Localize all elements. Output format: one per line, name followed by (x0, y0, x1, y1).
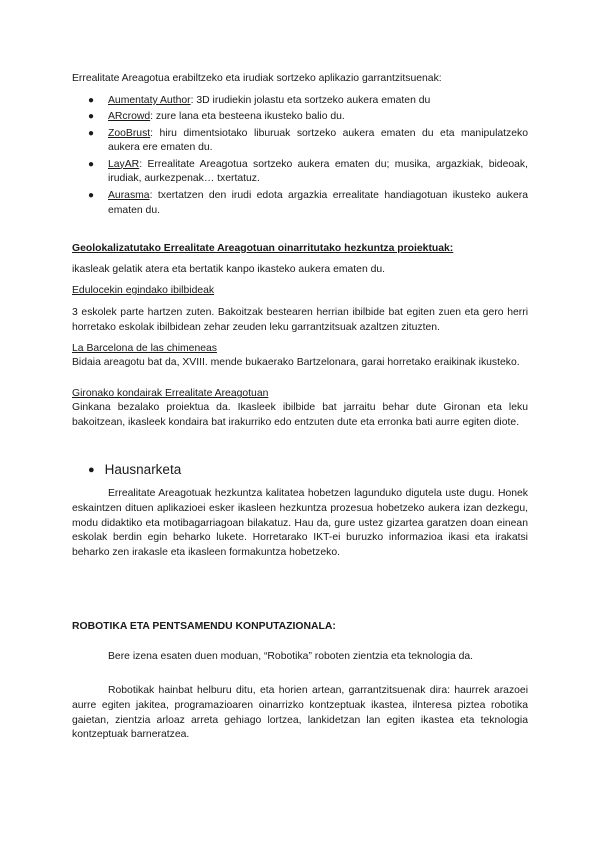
bullet-icon: ● (88, 127, 95, 139)
project-title-girona: Gironako kondairak Errealitate Areagotuan (72, 388, 269, 399)
bullet-icon: ● (88, 158, 95, 170)
bullet-icon: ● (88, 464, 95, 476)
app-desc: : txertatzen den irudi edota argazkia errealitate handiagotuan ikusteko aukera ematen du. (108, 189, 528, 216)
bullet-icon: ● (88, 95, 95, 106)
app-link-arcrowd[interactable]: ARcrowd (108, 111, 151, 123)
list-item (88, 158, 528, 188)
geo-section-title: Geolokalizatutako Errealitate Areagotuan oinarritutako hezkuntza proiektuak: (72, 243, 454, 254)
hausnarketa-text: Errealitate Areagotuak hezkuntza kalitatea hobetzen lagunduko digutela uste dugu. Honek eskaintzen dituen aplikazioei esker ikasleen hezkuntza prozesua hobetzeko aukera izan dezkegu, modu didaktiko eta motibagarriagoan bilakatuz. Hau da, gure ustez gizartea garatzen doan einean eskolak berdin egin beharko lukete. Horretarako IKT-ei buruzko informazioa ikasi eta irakatsi beharko zen irakasle eta ikasleen formakuntza hobetzeko. (72, 488, 528, 559)
app-desc: : zure lana eta besteena ikusteko balio du. (150, 111, 345, 123)
geo-lead-text: ikasleak gelatik atera eta bertatik kanpo ikasteko aukera ematen du. (72, 264, 386, 275)
bullet-icon: ● (88, 189, 95, 201)
hausnarketa-heading (88, 462, 181, 477)
robotika-title: ROBOTIKA ETA PENTSAMENDU KONPUTAZIONALA: (72, 621, 336, 632)
project-text-edulocekin: 3 eskolek parte hartzen zuten. Bakoitzak bestearen herrian ibilbide bat egiten zuen eta gero herri horretako eskolak ibilbidean zehar zeuden leku garrantzitsuak azaltzen zituzten. (72, 307, 528, 333)
project-text-barcelona: Bidaia areagotu bat da, XVIII. mende bukaerako Bartzelonara, garai horretako eraikinak ikusteko. (72, 357, 520, 368)
bullet-icon: ● (88, 111, 95, 123)
list-item (88, 127, 528, 157)
hausnarketa-title: Hausnarketa (104, 462, 182, 477)
robotika-text: Robotikak hainbat helburu ditu, eta horien artean, garrantzitsuenak dira: haurrek arazoei aurre egiten jakitea, programazioaren oinarrizko kontzeptuak ikastea, ilnteresa piztea robotika gaietan, zientzia arloaz arreta gehiago lortzea, lankidetzan lan egiten ikastea eta teknologia kontzeptuak barneratzea. (72, 685, 528, 741)
app-link-aumentaty[interactable]: Aumentaty Author (108, 95, 191, 106)
app-desc: : Errealitate Areagotua sortzeko aukera ematen du; musika, argazkiak, bideoak, irudiak, aurkezpenak… txertatuz. (108, 158, 528, 185)
app-link-zoobrust[interactable]: ZooBrust (108, 127, 151, 139)
robotika-intro: Bere izena esaten duen moduan, “Robotika” roboten zientzia eta teknologia da. (108, 651, 474, 662)
apps-list (88, 94, 528, 220)
app-link-layar[interactable]: LayAR (108, 158, 140, 170)
app-desc: : 3D irudiekin jolastu eta sortzeko aukera ematen du (190, 95, 431, 106)
intro-text: Errealitate Areagotua erabiltzeko eta irudiak sortzeko aplikazio garrantzitsuenak: (72, 73, 442, 84)
project-text-girona: Ginkana bezalako proiektua da. Ikasleek ibilbide bat jarraitu behar dute Gironan eta leku bakoitzean, ikasleek kondaira bat irakurriko edo entzuten dute eta erronka bati aurre egiten diote. (72, 402, 528, 428)
app-link-aurasma[interactable]: Aurasma (108, 189, 150, 201)
project-title-barcelona: La Barcelona de las chimeneas (72, 343, 217, 354)
project-title-edulocekin: Edulocekin egindako ibilbideak (72, 285, 215, 296)
list-item (88, 189, 528, 219)
list-item (88, 94, 528, 109)
list-item (88, 110, 528, 125)
app-desc: : hiru dimentsiotako liburuak sortzeko aukera ematen du eta manipulatzeko aukera ere ematen du. (108, 127, 528, 154)
